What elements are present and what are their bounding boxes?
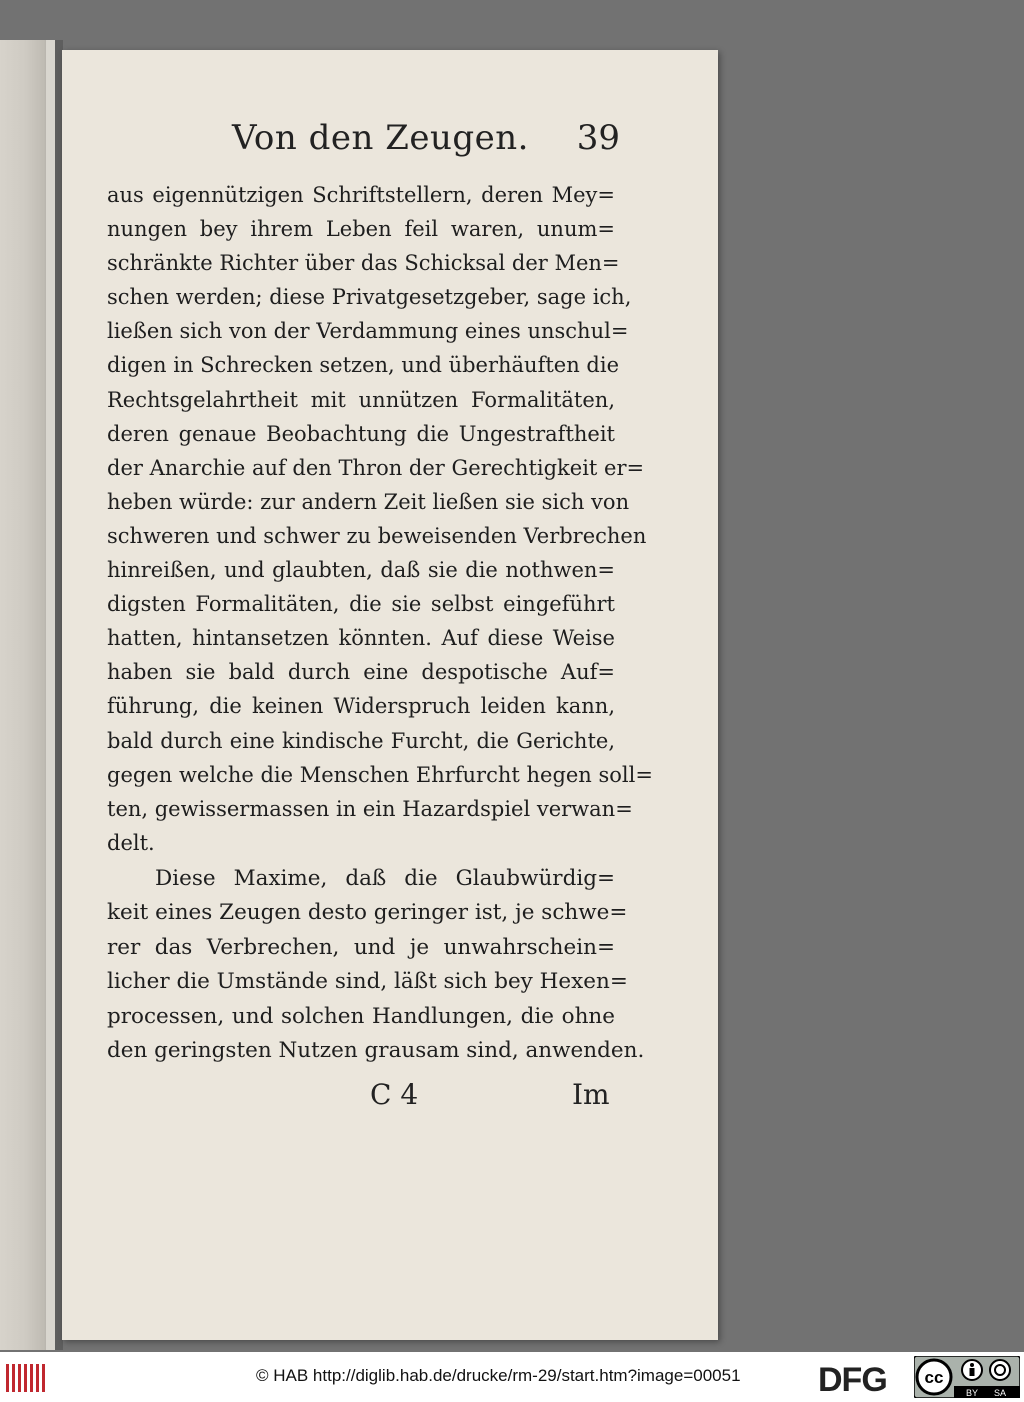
- text-line: aus eigennützigen Schriftstellern, deren Mey=: [107, 183, 615, 207]
- dfg-logo: DFG: [818, 1361, 887, 1399]
- text-line: schen werden; diese Privatgesetzgeber, sage ich,: [107, 285, 632, 310]
- text-line: haben sie bald durch eine despotische Auf=: [107, 660, 615, 685]
- text-line: digen in Schrecken setzen, und überhäuften die: [107, 353, 620, 378]
- text-line: der Anarchie auf den Thron der Gerechtigkeit er=: [107, 455, 645, 480]
- page-number: 39: [576, 118, 620, 158]
- text-line: führung, die keinen Widerspruch leiden kann,: [107, 694, 615, 719]
- hab-logo-icon: [6, 1364, 46, 1392]
- previous-page-margin: [46, 40, 55, 1350]
- text-line: rer das Verbrechen, und je unwahrschein=: [107, 934, 615, 960]
- text-line: delt.: [107, 830, 155, 855]
- text-line: bald durch eine kindische Furcht, die Gerichte,: [107, 728, 615, 753]
- page-body: [107, 178, 653, 1068]
- source-link[interactable]: © HAB http://diglib.hab.de/drucke/rm-29/start.htm?image=00051: [256, 1366, 741, 1385]
- viewer-footer: [0, 1352, 1024, 1402]
- text-line: ließen sich von der Verdammung eines unschul=: [107, 319, 629, 344]
- svg-text:cc: cc: [924, 1368, 944, 1387]
- text-line: ten, gewissermassen in ein Hazardspiel verwan=: [107, 796, 633, 821]
- cc-sa-label: SA: [993, 1388, 1007, 1398]
- text-line: processen, und solchen Handlungen, die ohne: [107, 1003, 615, 1029]
- cc-by-sa-icon: [914, 1356, 1020, 1398]
- paragraph-2: [107, 862, 645, 1068]
- text-line: Diese Maxime, daß die Glaubwürdig=: [155, 865, 615, 891]
- signature-mark: C 4: [370, 1078, 419, 1111]
- text-line: den geringsten Nutzen grausam sind, anwenden.: [107, 1037, 645, 1063]
- text-line: deren genaue Beobachtung die Ungestraftheit: [107, 421, 615, 446]
- text-line: gegen welche die Menschen Ehrfurcht hegen soll=: [107, 762, 653, 787]
- text-line: nungen bey ihrem Leben feil waren, unum=: [107, 217, 615, 242]
- catchword: Im: [572, 1078, 610, 1111]
- text-line: schweren und schwer zu beweisenden Verbrechen: [107, 523, 647, 548]
- text-line: keit eines Zeugen desto geringer ist, je schwe=: [107, 900, 628, 926]
- text-line: hatten, hintansetzen könnten. Auf diese Weise: [107, 626, 615, 651]
- text-line: digsten Formalitäten, die sie selbst eingeführt: [107, 592, 615, 617]
- text-line: hinreißen, und glaubten, daß sie die nothwen=: [107, 558, 615, 583]
- cc-by-label: BY: [965, 1388, 979, 1398]
- text-line: Rechtsgelahrtheit mit unnützen Formalitäten,: [107, 387, 615, 412]
- page-header: [172, 118, 620, 162]
- text-line: schränkte Richter über das Schicksal der Men=: [107, 251, 620, 276]
- paragraph-1: [107, 178, 653, 860]
- running-head: Von den Zeugen.: [232, 118, 529, 158]
- text-line: licher die Umstände sind, läßt sich bey Hexen=: [107, 969, 628, 995]
- text-line: heben würde: zur andern Zeit ließen sie sich von: [107, 489, 630, 514]
